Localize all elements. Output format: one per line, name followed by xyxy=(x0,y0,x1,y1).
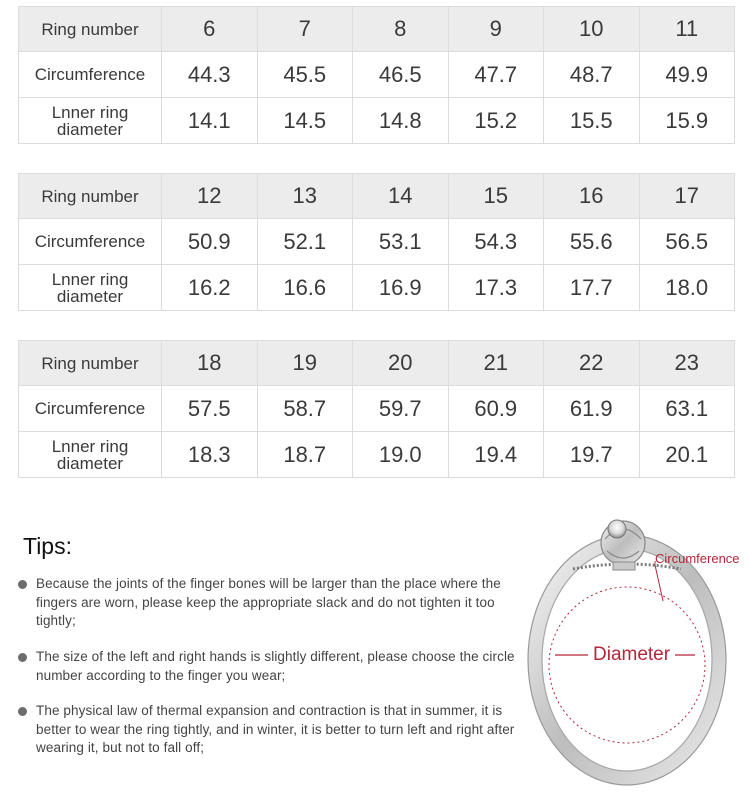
ring-number-cell: 18 xyxy=(162,341,258,386)
ring-number-row xyxy=(19,174,735,219)
inner-diameter-cell: 19.0 xyxy=(353,432,449,478)
ring-number-cell: 15 xyxy=(448,174,544,219)
inner-diameter-row xyxy=(19,432,735,478)
ring-number-cell: 23 xyxy=(639,341,735,386)
circumference-cell: 58.7 xyxy=(257,386,353,432)
diameter-label: Diameter xyxy=(593,644,671,665)
circumference-cell: 47.7 xyxy=(448,52,544,98)
inner-diameter-cell: 16.2 xyxy=(162,265,258,311)
inner-diameter-cell: 15.2 xyxy=(448,98,544,144)
tip-text: Because the joints of the finger bones will be larger than the place where the fingers are worn, please keep the appropriate slack and do not tighten it too tightly; xyxy=(36,576,501,628)
inner-diameter-cell: 14.5 xyxy=(257,98,353,144)
inner-diameter-row xyxy=(19,265,735,311)
circumference-leader-line xyxy=(655,565,663,601)
row-label-ring-number: Ring number xyxy=(19,341,162,386)
inner-diameter-cell: 16.6 xyxy=(257,265,353,311)
tip-item xyxy=(18,575,538,631)
row-label-inner-diameter: Lnner ring diameter xyxy=(19,432,162,478)
circumference-cell: 56.5 xyxy=(639,219,735,265)
tip-text: The physical law of thermal expansion and contraction is that in summer, it is better to wear the ring tightly, and in winter, it is better to turn left and right after wearing it, but not to fall off; xyxy=(36,703,515,755)
row-label-ring-number: Ring number xyxy=(19,174,162,219)
inner-diameter-cell: 16.9 xyxy=(353,265,449,311)
bullet-dot-icon xyxy=(18,707,27,716)
inner-diameter-cell: 17.3 xyxy=(448,265,544,311)
circumference-label: Circumference xyxy=(655,551,740,566)
ring-number-cell: 20 xyxy=(353,341,449,386)
inner-diameter-cell: 15.5 xyxy=(544,98,640,144)
row-label-inner-diameter: Lnner ring diameter xyxy=(19,265,162,311)
ring-number-cell: 14 xyxy=(353,174,449,219)
circumference-cell: 46.5 xyxy=(353,52,449,98)
inner-diameter-cell: 14.1 xyxy=(162,98,258,144)
ring-number-cell: 13 xyxy=(257,174,353,219)
circumference-row xyxy=(19,386,735,432)
circumference-cell: 57.5 xyxy=(162,386,258,432)
circumference-cell: 49.9 xyxy=(639,52,735,98)
circumference-cell: 59.7 xyxy=(353,386,449,432)
circumference-cell: 60.9 xyxy=(448,386,544,432)
ring-number-cell: 6 xyxy=(162,7,258,52)
inner-diameter-cell: 19.4 xyxy=(448,432,544,478)
circumference-cell: 53.1 xyxy=(353,219,449,265)
circumference-cell: 50.9 xyxy=(162,219,258,265)
circumference-cell: 61.9 xyxy=(544,386,640,432)
tip-item xyxy=(18,702,538,758)
ring-size-table-1 xyxy=(18,6,735,144)
row-label-inner-diameter: Lnner ring diameter xyxy=(19,98,162,144)
circumference-row xyxy=(19,52,735,98)
circumference-cell: 63.1 xyxy=(639,386,735,432)
circumference-cell: 45.5 xyxy=(257,52,353,98)
inner-diameter-cell: 19.7 xyxy=(544,432,640,478)
circumference-row xyxy=(19,219,735,265)
ring-number-cell: 21 xyxy=(448,341,544,386)
tips-title: Tips: xyxy=(23,533,72,559)
rose-setting-icon xyxy=(601,520,645,570)
inner-diameter-cell: 15.9 xyxy=(639,98,735,144)
ring-number-cell: 12 xyxy=(162,174,258,219)
ring-number-cell: 11 xyxy=(639,7,735,52)
inner-diameter-cell: 17.7 xyxy=(544,265,640,311)
ring-number-cell: 22 xyxy=(544,341,640,386)
ring-number-row xyxy=(19,341,735,386)
inner-diameter-cell: 20.1 xyxy=(639,432,735,478)
inner-diameter-cell: 14.8 xyxy=(353,98,449,144)
ring-number-cell: 17 xyxy=(639,174,735,219)
circumference-cell: 54.3 xyxy=(448,219,544,265)
ring-size-table-2 xyxy=(18,173,735,311)
ring-number-cell: 16 xyxy=(544,174,640,219)
inner-diameter-cell: 18.7 xyxy=(257,432,353,478)
ring-size-table-3 xyxy=(18,340,735,478)
bullet-dot-icon xyxy=(18,580,27,589)
tip-text: The size of the left and right hands is slightly different, please choose the circle number according to the finger you wear; xyxy=(36,649,515,683)
ring-number-cell: 19 xyxy=(257,341,353,386)
inner-diameter-row xyxy=(19,98,735,144)
inner-diameter-cell: 18.0 xyxy=(639,265,735,311)
inner-diameter-cell: 18.3 xyxy=(162,432,258,478)
ring-number-cell: 7 xyxy=(257,7,353,52)
row-label-circumference: Circumference xyxy=(19,386,162,432)
circumference-cell: 52.1 xyxy=(257,219,353,265)
row-label-circumference: Circumference xyxy=(19,219,162,265)
ring-number-cell: 10 xyxy=(544,7,640,52)
tip-item xyxy=(18,648,538,685)
row-label-ring-number: Ring number xyxy=(19,7,162,52)
ring-number-cell: 9 xyxy=(448,7,544,52)
circumference-cell: 48.7 xyxy=(544,52,640,98)
ring-number-cell: 8 xyxy=(353,7,449,52)
circumference-cell: 44.3 xyxy=(162,52,258,98)
bullet-dot-icon xyxy=(18,653,27,662)
ring-number-row xyxy=(19,7,735,52)
row-label-circumference: Circumference xyxy=(19,52,162,98)
circumference-cell: 55.6 xyxy=(544,219,640,265)
